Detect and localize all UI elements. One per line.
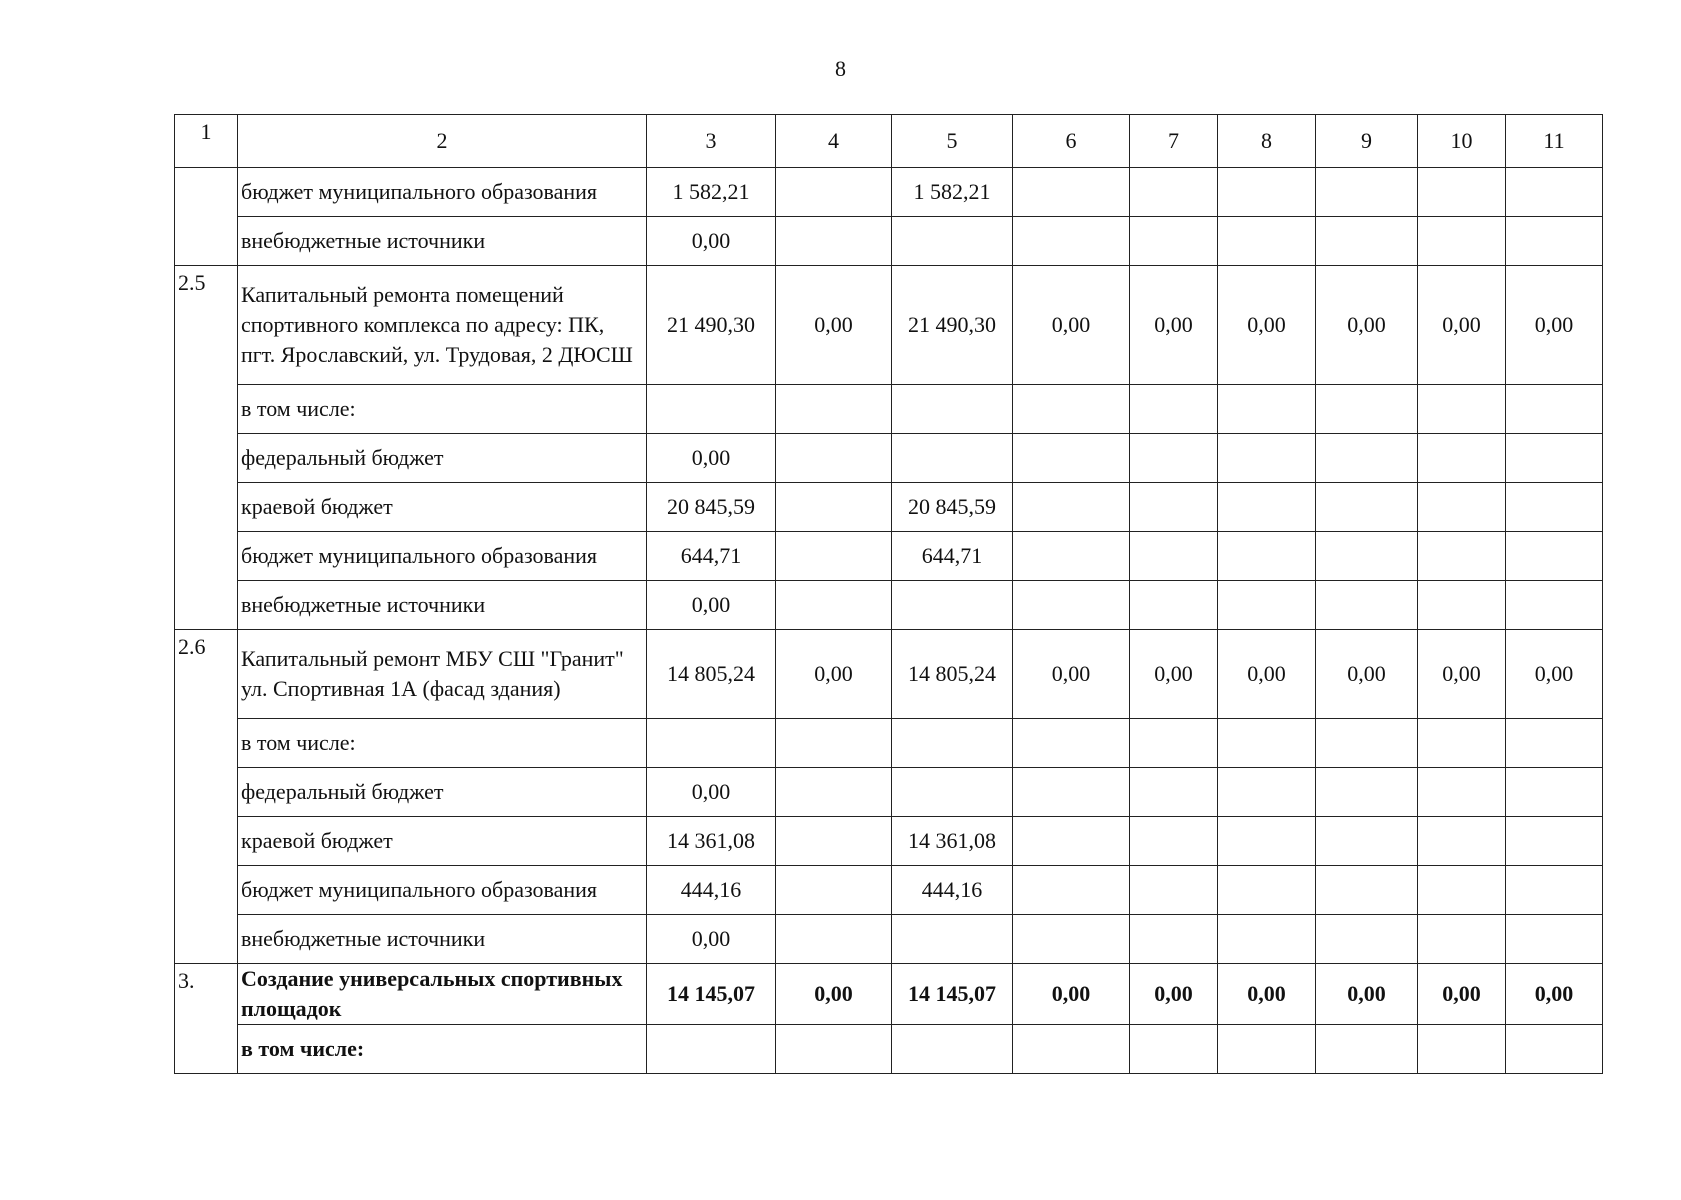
cell-col-8 (1218, 483, 1316, 532)
cell-col-3: 0,00 (647, 434, 776, 483)
cell-col-9 (1316, 385, 1418, 434)
row-label: федеральный бюджет (238, 434, 647, 483)
cell-col-9 (1316, 1025, 1418, 1074)
table-row (175, 483, 1603, 532)
cell-col-9 (1316, 719, 1418, 768)
cell-col-10 (1418, 866, 1506, 915)
cell-col-10 (1418, 719, 1506, 768)
cell-col-3: 0,00 (647, 581, 776, 630)
cell-col-6 (1013, 168, 1130, 217)
table-row (175, 1025, 1603, 1074)
cell-col-10: 0,00 (1418, 630, 1506, 719)
cell-col-10: 0,00 (1418, 266, 1506, 385)
cell-col-8 (1218, 434, 1316, 483)
cell-col-11 (1506, 817, 1603, 866)
column-header: 9 (1316, 115, 1418, 168)
cell-col-8 (1218, 1025, 1316, 1074)
cell-col-11: 0,00 (1506, 964, 1603, 1025)
cell-col-7 (1130, 581, 1218, 630)
cell-col-10 (1418, 1025, 1506, 1074)
cell-col-10 (1418, 817, 1506, 866)
row-label: в том числе: (238, 719, 647, 768)
page-number: 8 (835, 56, 846, 81)
column-header: 1 (175, 115, 238, 168)
row-label: федеральный бюджет (238, 768, 647, 817)
row-label: Создание универсальных спортивных площадок (238, 964, 647, 1025)
cell-col-6: 0,00 (1013, 964, 1130, 1025)
cell-col-9 (1316, 915, 1418, 964)
cell-col-3: 1 582,21 (647, 168, 776, 217)
column-header: 7 (1130, 115, 1218, 168)
cell-col-6 (1013, 217, 1130, 266)
cell-col-5 (892, 385, 1013, 434)
cell-col-6: 0,00 (1013, 630, 1130, 719)
row-label: краевой бюджет (238, 817, 647, 866)
cell-col-9 (1316, 168, 1418, 217)
row-label: Капитальный ремонта помещений спортивного комплекса по адресу: ПК, пгт. Ярославский, ул. Трудовая, 2 ДЮСШ (238, 266, 647, 385)
column-header: 2 (238, 115, 647, 168)
row-label: в том числе: (238, 385, 647, 434)
cell-col-5 (892, 434, 1013, 483)
cell-col-4: 0,00 (776, 630, 892, 719)
row-label: бюджет муниципального образования (238, 168, 647, 217)
cell-col-5: 644,71 (892, 532, 1013, 581)
cell-col-5: 14 145,07 (892, 964, 1013, 1025)
cell-col-11: 0,00 (1506, 630, 1603, 719)
cell-col-10 (1418, 168, 1506, 217)
cell-col-5 (892, 581, 1013, 630)
column-header: 4 (776, 115, 892, 168)
column-header: 5 (892, 115, 1013, 168)
cell-col-4 (776, 385, 892, 434)
cell-col-10 (1418, 483, 1506, 532)
cell-col-3: 14 145,07 (647, 964, 776, 1025)
cell-col-10 (1418, 434, 1506, 483)
cell-col-7 (1130, 217, 1218, 266)
cell-col-6 (1013, 1025, 1130, 1074)
cell-col-8: 0,00 (1218, 630, 1316, 719)
row-label: бюджет муниципального образования (238, 532, 647, 581)
cell-col-3: 644,71 (647, 532, 776, 581)
cell-col-8 (1218, 866, 1316, 915)
cell-col-9 (1316, 483, 1418, 532)
cell-col-9: 0,00 (1316, 266, 1418, 385)
cell-col-3 (647, 385, 776, 434)
cell-col-4 (776, 581, 892, 630)
cell-col-3: 0,00 (647, 768, 776, 817)
cell-col-7: 0,00 (1130, 630, 1218, 719)
cell-col-11 (1506, 581, 1603, 630)
cell-col-11: 0,00 (1506, 266, 1603, 385)
cell-col-8 (1218, 532, 1316, 581)
cell-col-4 (776, 866, 892, 915)
row-number-cell: 2.6 (175, 630, 238, 964)
cell-col-6 (1013, 768, 1130, 817)
cell-col-8 (1218, 719, 1316, 768)
cell-col-3: 444,16 (647, 866, 776, 915)
cell-col-11 (1506, 915, 1603, 964)
cell-col-9 (1316, 581, 1418, 630)
cell-col-9: 0,00 (1316, 964, 1418, 1025)
cell-col-8: 0,00 (1218, 964, 1316, 1025)
row-label: бюджет муниципального образования (238, 866, 647, 915)
cell-col-5: 14 361,08 (892, 817, 1013, 866)
row-label: внебюджетные источники (238, 915, 647, 964)
cell-col-5: 14 805,24 (892, 630, 1013, 719)
cell-col-8 (1218, 817, 1316, 866)
cell-col-6: 0,00 (1013, 266, 1130, 385)
cell-col-10 (1418, 217, 1506, 266)
cell-col-5 (892, 719, 1013, 768)
cell-col-3 (647, 1025, 776, 1074)
cell-col-7 (1130, 483, 1218, 532)
cell-col-10 (1418, 768, 1506, 817)
row-label: краевой бюджет (238, 483, 647, 532)
cell-col-6 (1013, 385, 1130, 434)
cell-col-6 (1013, 915, 1130, 964)
cell-col-3: 14 805,24 (647, 630, 776, 719)
cell-col-4 (776, 1025, 892, 1074)
table-row (175, 817, 1603, 866)
cell-col-5 (892, 1025, 1013, 1074)
cell-col-10 (1418, 385, 1506, 434)
cell-col-4: 0,00 (776, 964, 892, 1025)
cell-col-7 (1130, 817, 1218, 866)
cell-col-9 (1316, 434, 1418, 483)
cell-col-6 (1013, 532, 1130, 581)
cell-col-7: 0,00 (1130, 964, 1218, 1025)
row-label: внебюджетные источники (238, 217, 647, 266)
column-header: 11 (1506, 115, 1603, 168)
cell-col-9: 0,00 (1316, 630, 1418, 719)
cell-col-7 (1130, 434, 1218, 483)
cell-col-4 (776, 483, 892, 532)
cell-col-7 (1130, 385, 1218, 434)
cell-col-4 (776, 768, 892, 817)
cell-col-6 (1013, 581, 1130, 630)
row-label: внебюджетные источники (238, 581, 647, 630)
column-header: 6 (1013, 115, 1130, 168)
row-label: в том числе: (238, 1025, 647, 1074)
cell-col-9 (1316, 217, 1418, 266)
cell-col-7 (1130, 532, 1218, 581)
cell-col-6 (1013, 434, 1130, 483)
cell-col-4 (776, 532, 892, 581)
cell-col-11 (1506, 866, 1603, 915)
column-header: 3 (647, 115, 776, 168)
cell-col-8 (1218, 168, 1316, 217)
row-number-cell: 2.5 (175, 266, 238, 630)
cell-col-9 (1316, 866, 1418, 915)
cell-col-8 (1218, 915, 1316, 964)
cell-col-5: 21 490,30 (892, 266, 1013, 385)
table-row (175, 581, 1603, 630)
cell-col-6 (1013, 719, 1130, 768)
cell-col-11 (1506, 217, 1603, 266)
cell-col-7: 0,00 (1130, 266, 1218, 385)
cell-col-3 (647, 719, 776, 768)
table-row (175, 719, 1603, 768)
column-header: 8 (1218, 115, 1316, 168)
cell-col-11 (1506, 532, 1603, 581)
table-row (175, 434, 1603, 483)
table-row (175, 168, 1603, 217)
cell-col-10 (1418, 915, 1506, 964)
cell-col-8 (1218, 217, 1316, 266)
cell-col-6 (1013, 483, 1130, 532)
cell-col-3: 14 361,08 (647, 817, 776, 866)
cell-col-9 (1316, 817, 1418, 866)
cell-col-11 (1506, 434, 1603, 483)
cell-col-8 (1218, 581, 1316, 630)
row-number-cell (175, 168, 238, 266)
cell-col-3: 20 845,59 (647, 483, 776, 532)
header-row (175, 115, 1603, 168)
row-number-cell: 3. (175, 964, 238, 1074)
budget-table (174, 114, 1603, 1074)
cell-col-6 (1013, 817, 1130, 866)
cell-col-4 (776, 434, 892, 483)
cell-col-4 (776, 217, 892, 266)
cell-col-7 (1130, 168, 1218, 217)
cell-col-4 (776, 719, 892, 768)
cell-col-11 (1506, 768, 1603, 817)
table-row (175, 630, 1603, 719)
cell-col-11 (1506, 168, 1603, 217)
cell-col-4 (776, 915, 892, 964)
table-row (175, 866, 1603, 915)
cell-col-5: 20 845,59 (892, 483, 1013, 532)
cell-col-5 (892, 768, 1013, 817)
cell-col-11 (1506, 483, 1603, 532)
table-row (175, 964, 1603, 1025)
table-row (175, 768, 1603, 817)
cell-col-7 (1130, 866, 1218, 915)
cell-col-4 (776, 817, 892, 866)
cell-col-10 (1418, 581, 1506, 630)
cell-col-3: 21 490,30 (647, 266, 776, 385)
cell-col-10: 0,00 (1418, 964, 1506, 1025)
table-row (175, 266, 1603, 385)
table-row (175, 385, 1603, 434)
cell-col-3: 0,00 (647, 915, 776, 964)
cell-col-6 (1013, 866, 1130, 915)
table-row (175, 915, 1603, 964)
cell-col-10 (1418, 532, 1506, 581)
cell-col-9 (1316, 532, 1418, 581)
cell-col-11 (1506, 1025, 1603, 1074)
cell-col-11 (1506, 385, 1603, 434)
cell-col-3: 0,00 (647, 217, 776, 266)
row-label: Капитальный ремонт МБУ СШ "Гранит" ул. Спортивная 1А (фасад здания) (238, 630, 647, 719)
cell-col-9 (1316, 768, 1418, 817)
cell-col-4 (776, 168, 892, 217)
cell-col-8 (1218, 385, 1316, 434)
cell-col-8: 0,00 (1218, 266, 1316, 385)
cell-col-7 (1130, 768, 1218, 817)
table-row (175, 217, 1603, 266)
cell-col-5: 444,16 (892, 866, 1013, 915)
cell-col-7 (1130, 915, 1218, 964)
column-header: 10 (1418, 115, 1506, 168)
table-row (175, 532, 1603, 581)
cell-col-7 (1130, 1025, 1218, 1074)
cell-col-5: 1 582,21 (892, 168, 1013, 217)
cell-col-8 (1218, 768, 1316, 817)
cell-col-5 (892, 217, 1013, 266)
cell-col-7 (1130, 719, 1218, 768)
cell-col-4: 0,00 (776, 266, 892, 385)
cell-col-5 (892, 915, 1013, 964)
cell-col-11 (1506, 719, 1603, 768)
